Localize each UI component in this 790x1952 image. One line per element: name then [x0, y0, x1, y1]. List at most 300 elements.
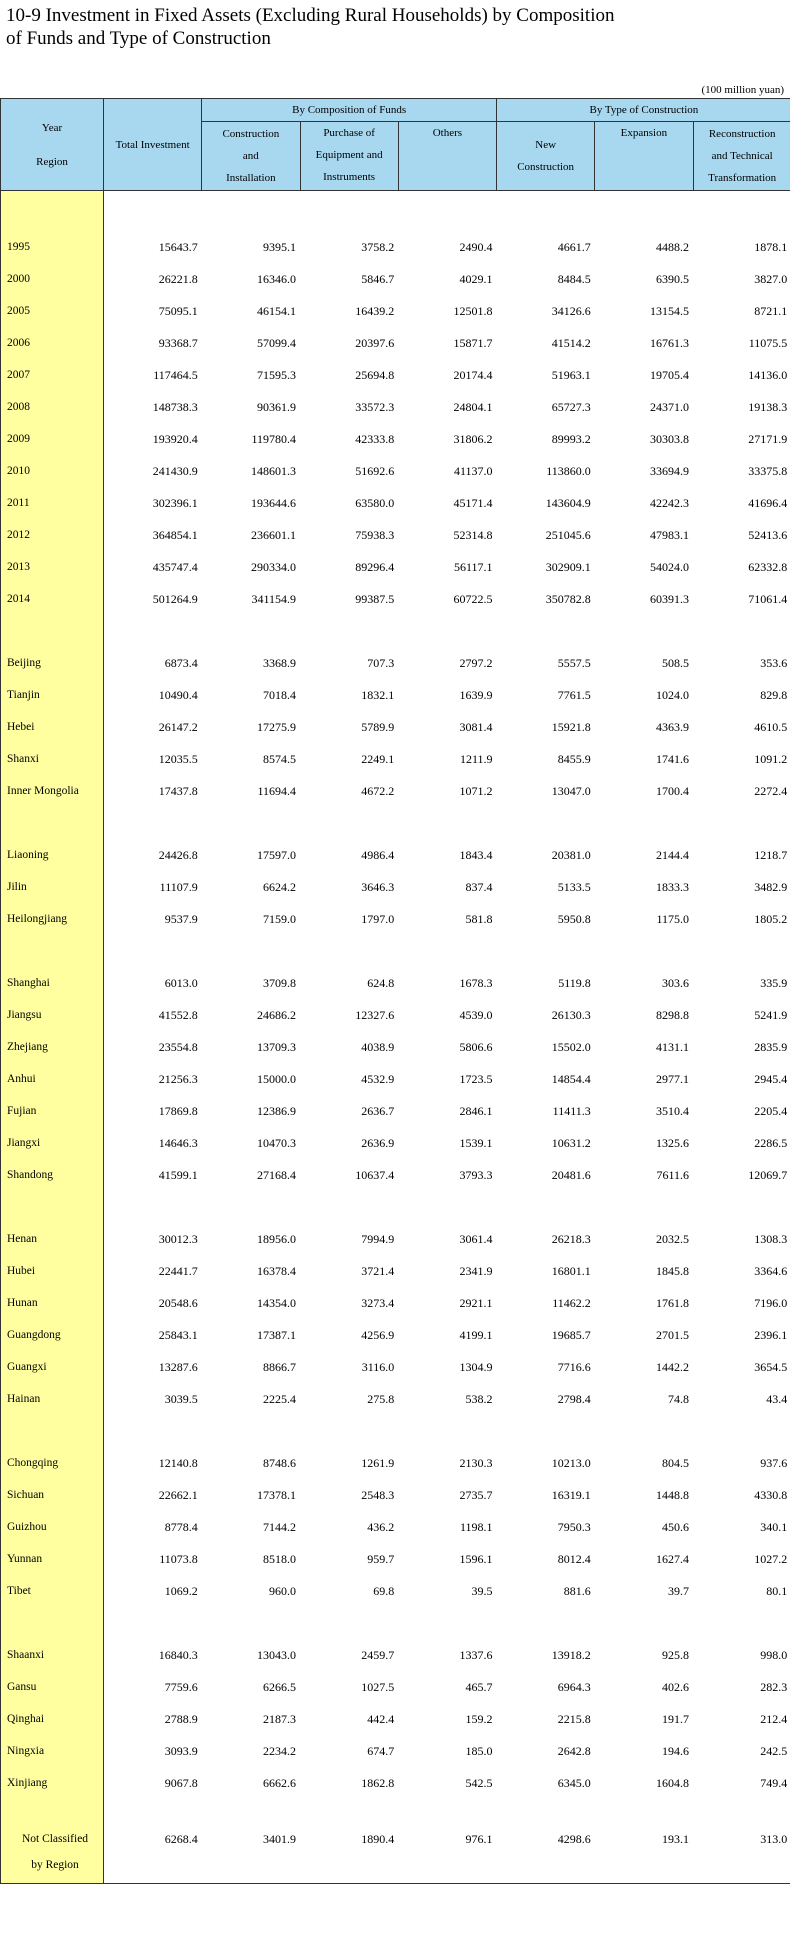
- table-cell: 8721.1: [754, 304, 788, 318]
- table-cell: 20548.6: [158, 1296, 198, 1310]
- table-cell: 17869.8: [158, 1104, 198, 1118]
- table-cell: 2459.7: [361, 1648, 395, 1662]
- table-cell: 2548.3: [361, 1488, 395, 1502]
- table-cell: 20397.6: [355, 336, 395, 350]
- spacer-cell: [497, 1607, 595, 1639]
- spacer-row: [1, 1415, 790, 1447]
- table-cell: 14646.3: [158, 1136, 198, 1150]
- spacer-cell: [595, 935, 693, 967]
- table-cell: 581.8: [465, 912, 493, 926]
- table-cell: 749.4: [760, 1776, 788, 1790]
- table-cell: 275.8: [367, 1392, 395, 1406]
- year-label: Year: [41, 121, 63, 134]
- spacer-cell: [202, 1799, 300, 1831]
- table-cell: 998.0: [760, 1648, 788, 1662]
- table-cell: 4672.2: [361, 784, 395, 798]
- table-cell: 69.8: [373, 1584, 395, 1598]
- table-cell: 1308.3: [754, 1232, 788, 1246]
- spacer-cell: [398, 1607, 496, 1639]
- table-cell: 2835.9: [754, 1040, 788, 1054]
- spacer-cell: [300, 1415, 398, 1447]
- row-label: Hebei: [1, 711, 104, 743]
- table-cell: 959.7: [367, 1552, 395, 1566]
- table-cell: 7018.4: [263, 688, 296, 702]
- table-cell: 12386.9: [257, 1104, 296, 1118]
- table-cell: 20481.6: [551, 1168, 591, 1182]
- table-cell: 2272.4: [754, 784, 788, 798]
- table-cell: 13043.0: [257, 1648, 296, 1662]
- table-cell: 442.4: [367, 1712, 395, 1726]
- table-cell: 5950.8: [557, 912, 591, 926]
- table-row: [1, 679, 790, 711]
- table-cell: 8518.0: [263, 1552, 296, 1566]
- spacer-cell: [398, 615, 496, 647]
- table-cell: 21256.3: [158, 1072, 198, 1086]
- table-cell: 89993.2: [551, 432, 591, 446]
- row-label: Chongqing: [1, 1447, 104, 1479]
- table-cell: 39.5: [471, 1584, 493, 1598]
- row-label: Gansu: [1, 1671, 104, 1703]
- table-row: [1, 1671, 790, 1703]
- table-cell: 9067.8: [164, 1776, 198, 1790]
- row-label: 2000: [1, 263, 104, 295]
- table-row: [1, 1031, 790, 1063]
- spacer-cell: [497, 1415, 595, 1447]
- table-cell: 15000.0: [257, 1072, 296, 1086]
- row-label: Hainan: [1, 1383, 104, 1415]
- table-cell: 148601.3: [251, 464, 296, 478]
- table-cell: 159.2: [465, 1712, 493, 1726]
- table-row: [1, 1351, 790, 1383]
- table-cell: 26218.3: [551, 1232, 591, 1246]
- row-label: [1, 1831, 104, 1884]
- spacer-cell: [104, 1191, 202, 1223]
- table-cell: 13709.3: [257, 1040, 296, 1054]
- table-cell: 282.3: [760, 1680, 788, 1694]
- table-cell: 5557.5: [557, 656, 591, 670]
- table-row: [1, 551, 790, 583]
- title-line-1: 10-9 Investment in Fixed Assets (Excluding Rural Households) by Composition: [6, 5, 615, 26]
- table-cell: 5241.9: [754, 1008, 788, 1022]
- table-cell: 25694.8: [355, 368, 395, 382]
- table-cell: 6268.4: [104, 1831, 202, 1884]
- table-cell: 2788.9: [164, 1712, 198, 1726]
- row-label: Shaanxi: [1, 1639, 104, 1671]
- spacer-cell: [1, 1799, 104, 1831]
- spacer-cell: [202, 807, 300, 839]
- table-cell: 7144.2: [263, 1520, 296, 1534]
- row-label: Hunan: [1, 1287, 104, 1319]
- table-row: [1, 1543, 790, 1575]
- spacer-cell: [595, 1799, 693, 1831]
- header-line: Construction: [517, 161, 575, 173]
- spacer-cell: [398, 1799, 496, 1831]
- table-row: [1, 1447, 790, 1479]
- table-cell: 15502.0: [551, 1040, 591, 1054]
- table-cell: 15871.7: [453, 336, 493, 350]
- table-cell: 302909.1: [545, 560, 591, 574]
- table-cell: 2130.3: [459, 1456, 493, 1470]
- table-cell: 17437.8: [158, 784, 198, 798]
- table-cell: 17387.1: [257, 1328, 296, 1342]
- table-cell: 7611.6: [656, 1168, 690, 1182]
- table-cell: 30012.3: [158, 1232, 198, 1246]
- table-cell: 9537.9: [164, 912, 198, 926]
- table-cell: 20381.0: [551, 848, 591, 862]
- table-cell: 57099.4: [257, 336, 296, 350]
- table-cell: 1890.4: [300, 1831, 398, 1884]
- spacer-cell: [497, 935, 595, 967]
- table-cell: 13918.2: [551, 1648, 591, 1662]
- table-cell: 34126.6: [551, 304, 591, 318]
- table-cell: 12327.6: [355, 1008, 395, 1022]
- spacer-cell: [202, 1191, 300, 1223]
- table-cell: 436.2: [367, 1520, 395, 1534]
- table-row: [1, 1063, 790, 1095]
- spacer-cell: [595, 807, 693, 839]
- table-cell: 9395.1: [263, 240, 296, 254]
- row-label: 2008: [1, 391, 104, 423]
- table-cell: 4330.8: [754, 1488, 788, 1502]
- table-cell: 11075.5: [748, 336, 788, 350]
- table-cell: 19705.4: [650, 368, 690, 382]
- table-cell: 4038.9: [361, 1040, 395, 1054]
- table-row: [1, 1703, 790, 1735]
- table-cell: 194.6: [662, 1744, 690, 1758]
- table-cell: 8778.4: [164, 1520, 198, 1534]
- table-cell: 3368.9: [263, 656, 296, 670]
- table-cell: 75095.1: [158, 304, 198, 318]
- table-cell: 93368.7: [158, 336, 198, 350]
- table-cell: 19138.3: [748, 400, 788, 414]
- table-cell: 3116.0: [361, 1360, 395, 1374]
- spacer-cell: [595, 1415, 693, 1447]
- table-cell: 62332.8: [748, 560, 788, 574]
- table-cell: 4199.1: [459, 1328, 493, 1342]
- table-cell: 1071.2: [459, 784, 493, 798]
- spacer-cell: [398, 191, 496, 232]
- table-cell: 1198.1: [459, 1520, 493, 1534]
- table-cell: 2701.5: [656, 1328, 690, 1342]
- spacer-cell: [104, 615, 202, 647]
- table-cell: 341154.9: [251, 592, 296, 606]
- table-cell: 2797.2: [459, 656, 493, 670]
- table-cell: 10631.2: [551, 1136, 591, 1150]
- table-cell: 2286.5: [754, 1136, 788, 1150]
- table-cell: 538.2: [465, 1392, 493, 1406]
- table-cell: 3364.6: [754, 1264, 788, 1278]
- row-label: Jilin: [1, 871, 104, 903]
- not-classified-row: [1, 1831, 790, 1884]
- table-cell: 65727.3: [551, 400, 591, 414]
- table-cell: 1741.6: [656, 752, 690, 766]
- header-line: Equipment and: [315, 149, 383, 161]
- table-cell: 3401.9: [202, 1831, 300, 1884]
- region-label: Region: [36, 155, 68, 168]
- table-cell: 15921.8: [551, 720, 591, 734]
- row-label: Qinghai: [1, 1703, 104, 1735]
- reconstruction-header: [693, 122, 790, 191]
- row-label: Liaoning: [1, 839, 104, 871]
- table-cell: 6662.6: [263, 1776, 296, 1790]
- table-cell: 16378.4: [257, 1264, 296, 1278]
- table-cell: 26147.2: [158, 720, 198, 734]
- table-cell: 1325.6: [656, 1136, 690, 1150]
- composition-of-funds-header: By Composition of Funds: [202, 99, 497, 122]
- table-cell: 117464.5: [153, 368, 198, 382]
- table-row: [1, 1575, 790, 1607]
- row-label: 2010: [1, 455, 104, 487]
- spacer-cell: [300, 935, 398, 967]
- row-label: 2014: [1, 583, 104, 615]
- table-cell: 7716.6: [557, 1360, 591, 1374]
- table-row: [1, 231, 790, 263]
- table-cell: 15643.7: [158, 240, 198, 254]
- spacer-cell: [595, 1191, 693, 1223]
- table-cell: 113860.0: [546, 464, 591, 478]
- table-cell: 2490.4: [459, 240, 493, 254]
- table-cell: 7759.6: [164, 1680, 198, 1694]
- row-label: 2012: [1, 519, 104, 551]
- table-cell: 16346.0: [257, 272, 296, 286]
- row-label: Sichuan: [1, 1479, 104, 1511]
- table-cell: 212.4: [760, 1712, 788, 1726]
- table-cell: 4661.7: [557, 240, 591, 254]
- table-cell: 1448.8: [656, 1488, 690, 1502]
- table-cell: 8748.6: [263, 1456, 296, 1470]
- spacer-cell: [1, 191, 104, 232]
- row-label: Shanghai: [1, 967, 104, 999]
- table-cell: 1723.5: [459, 1072, 493, 1086]
- table-cell: 6873.4: [164, 656, 198, 670]
- table-cell: 7761.5: [557, 688, 591, 702]
- table-cell: 881.6: [563, 1584, 591, 1598]
- spacer-cell: [497, 1799, 595, 1831]
- table-cell: 1304.9: [459, 1360, 493, 1374]
- others-header: [398, 122, 496, 191]
- table-cell: 1211.9: [459, 752, 493, 766]
- table-cell: 925.8: [662, 1648, 690, 1662]
- table-cell: 837.4: [465, 880, 493, 894]
- table-cell: 10637.4: [355, 1168, 395, 1182]
- spacer-row: [1, 1191, 790, 1223]
- row-label: 1995: [1, 231, 104, 263]
- row-label: Guangdong: [1, 1319, 104, 1351]
- spacer-cell: [300, 1799, 398, 1831]
- table-cell: 1878.1: [754, 240, 788, 254]
- not-classified-line-2: by Region: [31, 1859, 79, 1871]
- page-title: [6, 4, 615, 50]
- row-label: Yunnan: [1, 1543, 104, 1575]
- spacer-cell: [398, 1191, 496, 1223]
- table-cell: 24686.2: [257, 1008, 296, 1022]
- table-cell: 353.6: [760, 656, 788, 670]
- table-cell: 41696.4: [748, 496, 788, 510]
- table-row: [1, 1223, 790, 1255]
- table-cell: 2636.7: [361, 1104, 395, 1118]
- table-row: [1, 423, 790, 455]
- table-cell: 335.9: [760, 976, 788, 990]
- header-line: Others: [432, 127, 463, 139]
- table-cell: 75938.3: [355, 528, 395, 542]
- table-cell: 12140.8: [158, 1456, 198, 1470]
- table-row: [1, 583, 790, 615]
- table-cell: 1833.3: [656, 880, 690, 894]
- table-cell: 4532.9: [361, 1072, 395, 1086]
- table-cell: 11462.2: [552, 1296, 591, 1310]
- table-cell: 2225.4: [263, 1392, 296, 1406]
- row-label: Tianjin: [1, 679, 104, 711]
- table-cell: 2341.9: [459, 1264, 493, 1278]
- table-cell: 1845.8: [656, 1264, 690, 1278]
- table-cell: 8455.9: [557, 752, 591, 766]
- table-cell: 364854.1: [152, 528, 198, 542]
- table-cell: 707.3: [367, 656, 395, 670]
- spacer-cell: [693, 615, 790, 647]
- table-cell: 46154.1: [257, 304, 296, 318]
- table-cell: 16761.3: [650, 336, 690, 350]
- row-label: Tibet: [1, 1575, 104, 1607]
- table-cell: 17378.1: [257, 1488, 296, 1502]
- header-line: Expansion: [620, 127, 668, 139]
- table-cell: 26221.8: [158, 272, 198, 286]
- table-row: [1, 775, 790, 807]
- table-row: [1, 1255, 790, 1287]
- table-cell: 12035.5: [158, 752, 198, 766]
- table-cell: 2032.5: [656, 1232, 690, 1246]
- table-cell: 3793.3: [459, 1168, 493, 1182]
- row-label: Henan: [1, 1223, 104, 1255]
- table-cell: 1862.8: [361, 1776, 395, 1790]
- table-cell: 56117.1: [453, 560, 493, 574]
- spacer-cell: [1, 1415, 104, 1447]
- spacer-cell: [104, 1799, 202, 1831]
- table-cell: 236601.1: [251, 528, 296, 542]
- table-row: [1, 487, 790, 519]
- table-cell: 12069.7: [748, 1168, 788, 1182]
- table-cell: 3510.4: [656, 1104, 690, 1118]
- table-cell: 4256.9: [361, 1328, 395, 1342]
- table-cell: 241430.9: [152, 464, 198, 478]
- table-cell: 302396.1: [152, 496, 198, 510]
- table-cell: 5119.8: [558, 976, 591, 990]
- table-cell: 3827.0: [754, 272, 788, 286]
- spacer-cell: [693, 191, 790, 232]
- table-cell: 1797.0: [361, 912, 395, 926]
- table-cell: 10213.0: [551, 1456, 591, 1470]
- table-cell: 42242.3: [650, 496, 690, 510]
- row-label: Ningxia: [1, 1735, 104, 1767]
- table-cell: 1027.2: [754, 1552, 788, 1566]
- table-row: [1, 1095, 790, 1127]
- table-row: [1, 871, 790, 903]
- table-cell: 2636.9: [361, 1136, 395, 1150]
- table-cell: 5846.7: [361, 272, 395, 286]
- table-cell: 13047.0: [551, 784, 591, 798]
- table-cell: 6964.3: [557, 1680, 591, 1694]
- table-row: [1, 999, 790, 1031]
- row-label: Guizhou: [1, 1511, 104, 1543]
- table-cell: 1627.4: [656, 1552, 690, 1566]
- table-cell: 3709.8: [263, 976, 296, 990]
- table-cell: 1604.8: [656, 1776, 690, 1790]
- spacer-cell: [497, 191, 595, 232]
- table-cell: 8574.5: [263, 752, 296, 766]
- table-cell: 1069.2: [164, 1584, 198, 1598]
- table-cell: 290334.0: [251, 560, 296, 574]
- table-cell: 13287.6: [158, 1360, 198, 1374]
- table-cell: 17597.0: [257, 848, 296, 862]
- table-cell: 51692.6: [355, 464, 395, 478]
- table-row: [1, 839, 790, 871]
- spacer-cell: [693, 1607, 790, 1639]
- table-cell: 3273.4: [361, 1296, 395, 1310]
- table-cell: 3482.9: [754, 880, 788, 894]
- spacer-cell: [497, 1191, 595, 1223]
- table-cell: 4610.5: [754, 720, 788, 734]
- table-cell: 402.6: [662, 1680, 690, 1694]
- table-row: [1, 519, 790, 551]
- table-cell: 19685.7: [551, 1328, 591, 1342]
- table-cell: 74.8: [668, 1392, 690, 1406]
- table-cell: 3081.4: [459, 720, 493, 734]
- table-cell: 25843.1: [158, 1328, 198, 1342]
- table-cell: 624.8: [367, 976, 395, 990]
- table-cell: 1596.1: [459, 1552, 493, 1566]
- spacer-cell: [104, 935, 202, 967]
- table-cell: 52314.8: [453, 528, 493, 542]
- table-cell: 11107.9: [159, 880, 198, 894]
- table-cell: 24804.1: [453, 400, 493, 414]
- table-cell: 542.5: [465, 1776, 493, 1790]
- table-cell: 13154.5: [650, 304, 690, 318]
- row-label: Inner Mongolia: [1, 775, 104, 807]
- spacer-cell: [693, 935, 790, 967]
- row-label: Xinjiang: [1, 1767, 104, 1799]
- spacer-cell: [1, 807, 104, 839]
- table-cell: 2798.4: [557, 1392, 591, 1406]
- row-label: Zhejiang: [1, 1031, 104, 1063]
- table-cell: 8484.5: [557, 272, 591, 286]
- table-row: [1, 263, 790, 295]
- total-investment-label: Total Investment: [115, 138, 190, 151]
- table-cell: 193.1: [595, 1831, 693, 1884]
- table-cell: 3093.9: [164, 1744, 198, 1758]
- table-cell: 80.1: [766, 1584, 788, 1598]
- table-cell: 99387.5: [355, 592, 395, 606]
- type-of-construction-header: By Type of Construction: [497, 99, 790, 122]
- table-cell: 1027.5: [361, 1680, 395, 1694]
- table-row: [1, 359, 790, 391]
- table-row: [1, 1159, 790, 1191]
- spacer-row: [1, 191, 790, 232]
- table-cell: 3721.4: [361, 1264, 395, 1278]
- expansion-header: [595, 122, 693, 191]
- table-row: [1, 1639, 790, 1671]
- row-label: Shanxi: [1, 743, 104, 775]
- table-cell: 41599.1: [158, 1168, 198, 1182]
- table-cell: 4131.1: [656, 1040, 690, 1054]
- table-cell: 31806.2: [453, 432, 493, 446]
- row-label: 2011: [1, 487, 104, 519]
- row-label: Heilongjiang: [1, 903, 104, 935]
- table-cell: 47983.1: [650, 528, 690, 542]
- table-cell: 6390.5: [656, 272, 690, 286]
- table-cell: 1700.4: [656, 784, 690, 798]
- row-label: 2006: [1, 327, 104, 359]
- table-cell: 1175.0: [656, 912, 690, 926]
- table-cell: 7196.0: [754, 1296, 788, 1310]
